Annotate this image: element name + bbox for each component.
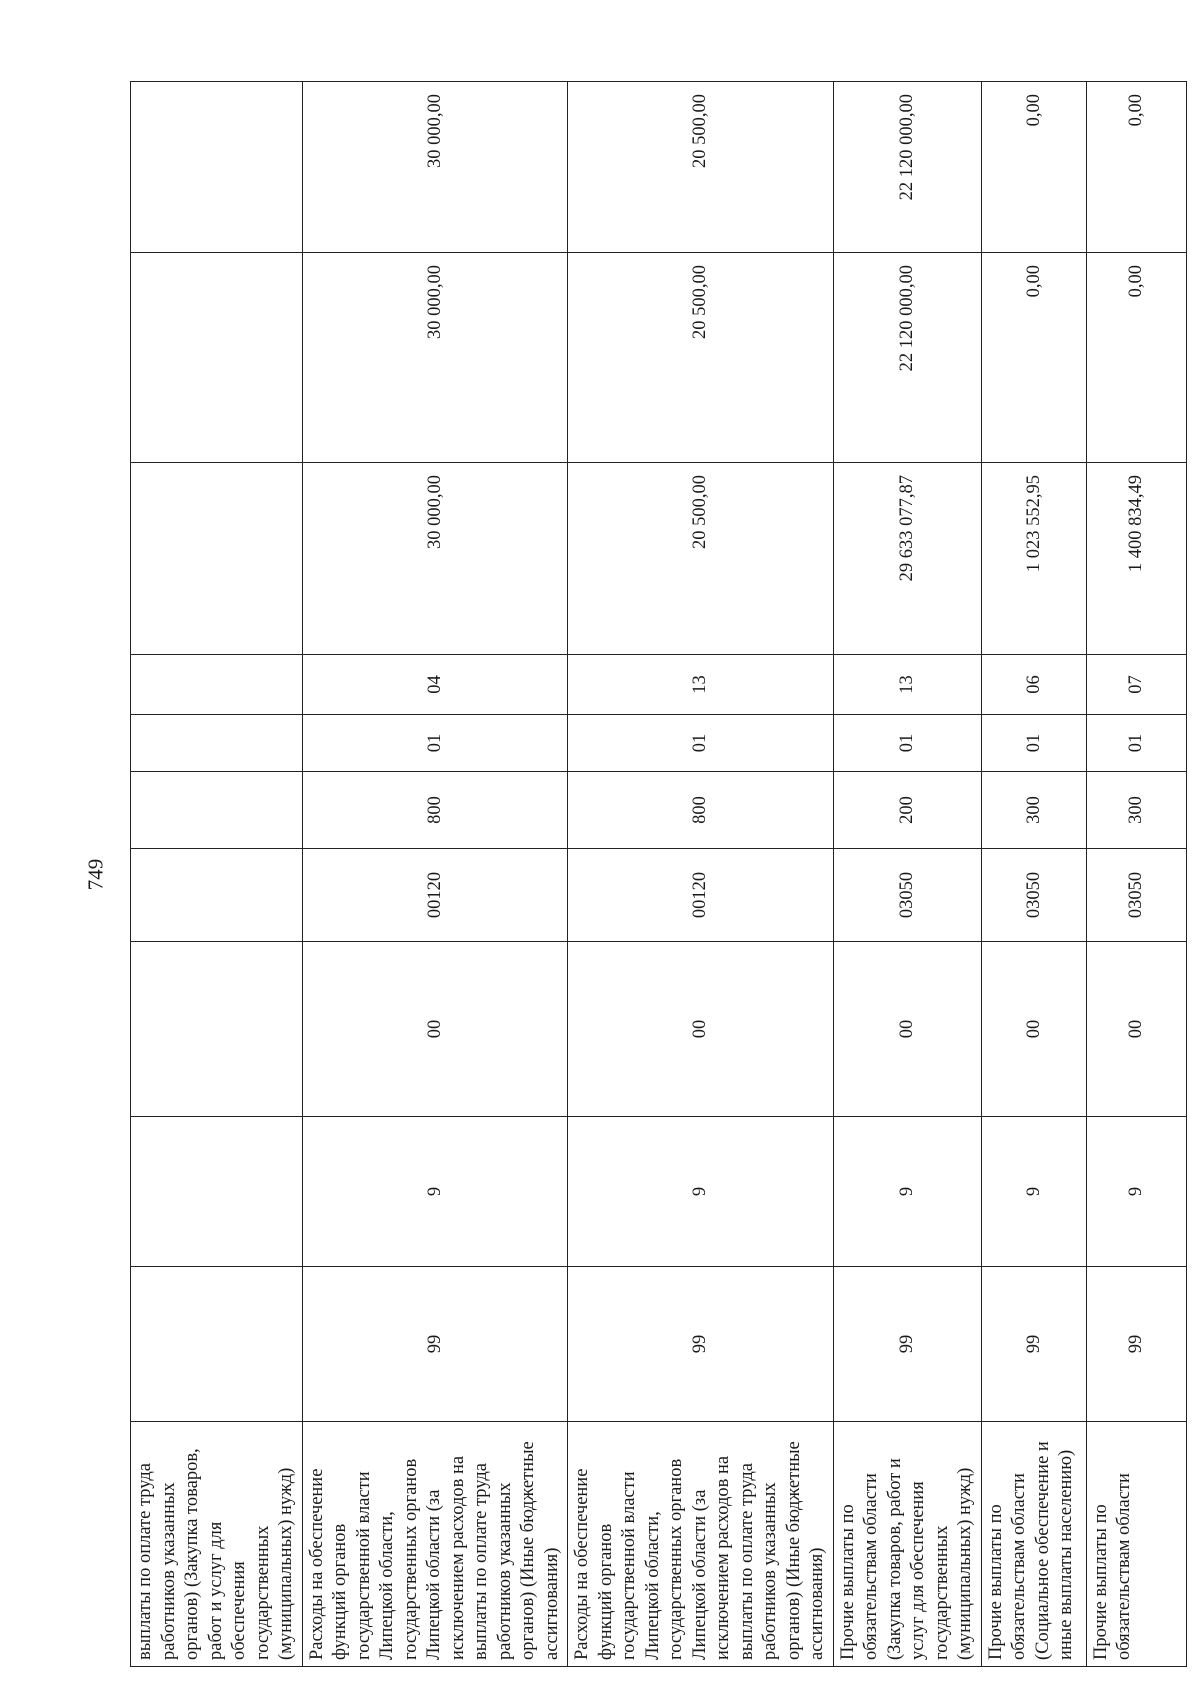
table-row	[302, 82, 568, 1667]
row-name: Прочие выплаты по обязательствам области (Закупка товаров, работ и услуг для обеспечения государственных (муниципальных) нужд)	[833, 1422, 981, 1667]
code-expense-type: 200	[833, 772, 981, 849]
value-3: 30 000,00	[302, 82, 568, 253]
code-subprogram: 9	[302, 1117, 568, 1267]
code-direction: 00120	[568, 849, 834, 942]
code-section: 01	[981, 715, 1086, 772]
value-3: 20 500,00	[568, 82, 834, 253]
code-subsection: 13	[568, 655, 834, 715]
code-subsection: 04	[302, 655, 568, 715]
value-2: 20 500,00	[568, 253, 834, 463]
page-number: 749	[83, 858, 108, 891]
code-main-event: 00	[1086, 942, 1186, 1117]
code-program: 99	[302, 1267, 568, 1422]
code-subprogram: 9	[833, 1117, 981, 1267]
code-direction: 00120	[302, 849, 568, 942]
row-name: выплаты по оплате труда работников указанных органов) (Закупка товаров, работ и услуг для обеспечения государственных (муниципальных) нужд)	[131, 1422, 303, 1667]
code-program: 99	[568, 1267, 834, 1422]
value-2	[131, 253, 303, 463]
value-2: 22 120 000,00	[833, 253, 981, 463]
code-program: 99	[833, 1267, 981, 1422]
code-section: 01	[568, 715, 834, 772]
code-subsection	[131, 655, 303, 715]
code-subprogram: 9	[568, 1117, 834, 1267]
code-program: 99	[1086, 1267, 1186, 1422]
value-2: 30 000,00	[302, 253, 568, 463]
table-row	[1086, 82, 1186, 1667]
table-row	[131, 82, 303, 1667]
code-section	[131, 715, 303, 772]
row-name: Расходы на обеспечение функций органов государственной власти Липецкой области, государственных органов Липецкой области (за исключением расходов на выплаты по оплате труда работников указанных органов) (Иные бюджетные ассигнования)	[302, 1422, 568, 1667]
code-main-event: 00	[833, 942, 981, 1117]
code-expense-type: 800	[568, 772, 834, 849]
code-main-event: 00	[981, 942, 1086, 1117]
row-name: Прочие выплаты по обязательствам области	[1086, 1422, 1186, 1667]
code-direction: 03050	[1086, 849, 1186, 942]
code-subprogram: 9	[981, 1117, 1086, 1267]
table-row	[568, 82, 834, 1667]
value-1	[131, 463, 303, 655]
code-section: 01	[1086, 715, 1186, 772]
code-section: 01	[833, 715, 981, 772]
value-2: 0,00	[1086, 253, 1186, 463]
code-program	[131, 1267, 303, 1422]
value-3: 0,00	[981, 82, 1086, 253]
value-1: 20 500,00	[568, 463, 834, 655]
code-direction: 03050	[981, 849, 1086, 942]
code-section: 01	[302, 715, 568, 772]
value-3	[131, 82, 303, 253]
value-3: 22 120 000,00	[833, 82, 981, 253]
code-subprogram	[131, 1117, 303, 1267]
code-subsection: 07	[1086, 655, 1186, 715]
rotated-table-frame	[130, 82, 1146, 1667]
table-row	[833, 82, 981, 1667]
code-expense-type: 300	[1086, 772, 1186, 849]
row-name: Прочие выплаты по обязательствам области (Социальное обеспечение и иные выплаты населению)	[981, 1422, 1086, 1667]
table-row	[981, 82, 1086, 1667]
code-direction: 03050	[833, 849, 981, 942]
row-name: Расходы на обеспечение функций органов государственной власти Липецкой области, государственных органов Липецкой области (за исключением расходов на выплаты по оплате труда работников указанных органов) (Иные бюджетные ассигнования)	[568, 1422, 834, 1667]
value-3: 0,00	[1086, 82, 1186, 253]
code-subsection: 13	[833, 655, 981, 715]
value-2: 0,00	[981, 253, 1086, 463]
code-subprogram: 9	[1086, 1117, 1186, 1267]
code-main-event	[131, 942, 303, 1117]
budget-table	[130, 81, 1187, 1667]
code-main-event: 00	[302, 942, 568, 1117]
code-main-event: 00	[568, 942, 834, 1117]
code-expense-type: 800	[302, 772, 568, 849]
value-1: 1 023 552,95	[981, 463, 1086, 655]
code-direction	[131, 849, 303, 942]
code-program: 99	[981, 1267, 1086, 1422]
value-1: 1 400 834,49	[1086, 463, 1186, 655]
code-expense-type: 300	[981, 772, 1086, 849]
code-expense-type	[131, 772, 303, 849]
value-1: 30 000,00	[302, 463, 568, 655]
code-subsection: 06	[981, 655, 1086, 715]
value-1: 29 633 077,87	[833, 463, 981, 655]
table-container	[130, 82, 1146, 1667]
